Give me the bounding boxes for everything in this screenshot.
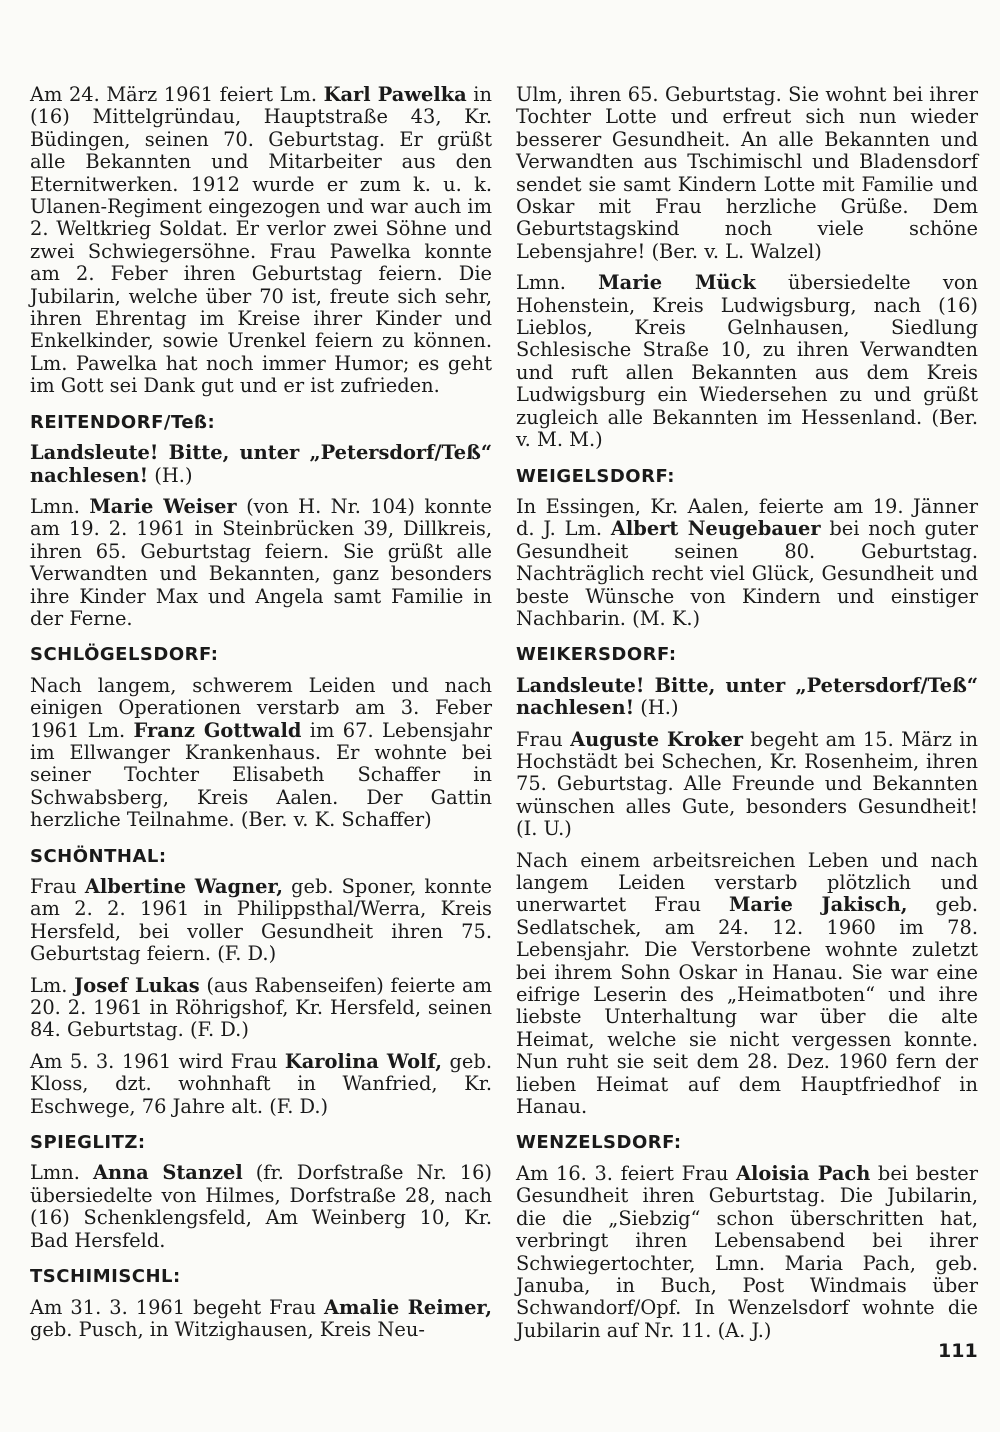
section-heading-spieglitz: SPIEGLITZ: (30, 1132, 146, 1154)
paragraph-text: (H.) (634, 696, 679, 720)
article-paragraph (516, 729, 978, 841)
paragraph-text: Nach langem, schwerem Leiden und nach einigen Operationen verstarb am 3. Feber 1961 Lm. (30, 673, 492, 742)
paragraph-text: im 67. Lebensjahr im Ellwanger Krankenhaus. Er wohnte bei seiner Tochter Elisabeth Schaffer in Schwabsberg, Kreis Aalen. Der Gattin herzliche Teilnahme. (Ber. v. K. Schaffer) (30, 718, 492, 832)
article-paragraph (516, 496, 978, 630)
paragraph-text: (aus Rabenseifen) feierte am 20. 2. 1961 in Röhrigshof, Kr. Hersfeld, seinen 84. Geburtstag. (F. D.) (30, 973, 492, 1042)
article-paragraph (30, 1162, 492, 1252)
paragraph-text: geb. Pusch, in Witzighausen, Kreis Neu- (30, 1317, 425, 1341)
article-paragraph (30, 1297, 492, 1342)
paragraph-text: Lmn. (30, 494, 90, 518)
person-name: Marie Mück (598, 271, 756, 295)
article-paragraph (516, 1163, 978, 1342)
person-name: Landsleute! Bitte, unter „Petersdorf/Teß“ nachlesen! (30, 441, 492, 487)
person-name: Landsleute! Bitte, unter „Petersdorf/Teß“ nachlesen! (516, 673, 978, 720)
paragraph-text: (H.) (148, 463, 193, 487)
paragraph-text: Nach einem arbeitsreichen Leben und nach langem Leiden verstarb plötzlich und unerwartet Frau (516, 848, 978, 917)
section-heading-reitendorf-te: REITENDORF/Teß: (30, 411, 216, 433)
paragraph-text: (fr. Dorfstraße Nr. 16) übersiedelte von Hilmes, Dorfstraße 28, nach (16) Schenklengsfeld, Am Weinberg 10, Kr. Bad Hersfeld. (30, 1161, 492, 1252)
person-name: Amalie Reimer, (323, 1295, 492, 1319)
section-heading-schlogelsdorf: SCHLÖGELSDORF: (30, 644, 219, 666)
page-number: 111 (938, 1340, 978, 1362)
paragraph-text: Lmn. (30, 1161, 93, 1185)
person-name: Albert Neugebauer (610, 517, 821, 541)
person-name: Anna Stanzel (92, 1161, 243, 1185)
left-column (30, 84, 492, 1350)
paragraph-text: geb. Kloss, dzt. wohnhaft in Wanfried, Kr. Eschwege, 76 Jahre alt. (F. D.) (30, 1049, 492, 1118)
article-paragraph (30, 84, 492, 398)
section-heading-schonthal: SCHÖNTHAL: (30, 845, 167, 867)
paragraph-text: Lm. (30, 973, 75, 997)
section-heading-weikersdorf: WEIKERSDORF: (516, 644, 677, 666)
paragraph-text: Am 24. März 1961 feiert Lm. (30, 83, 324, 106)
person-name: Karolina Wolf, (284, 1049, 443, 1073)
paragraph-text: Ulm, ihren 65. Geburtstag. Sie wohnt bei ihrer Tochter Lotte und erfreut sich nun wieder besserer Gesundheit. An alle Bekannten und Verwandten aus Tschimischl und Bladensdorf sendet sie samt Kindern Lotte mit Familie und Oskar mit Frau herzliche Grüße. Dem Geburtstagskind noch viele schöne Lebensjahre! (Ber. v. L. Walzel) (516, 83, 978, 263)
right-column (516, 84, 978, 1351)
person-name: Josef Lukas (74, 973, 200, 997)
article-paragraph (516, 850, 978, 1119)
person-name: Karl Pawelka (323, 83, 467, 106)
paragraph-text: Am 5. 3. 1961 wird Frau (30, 1049, 285, 1073)
section-heading-tschimischl: TSCHIMISCHL: (30, 1266, 181, 1288)
paragraph-text: In Essingen, Kr. Aalen, feierte am 19. Jänner d. J. Lm. (516, 494, 978, 541)
article-paragraph (516, 272, 978, 451)
paragraph-text: geb. Sedlatschek, am 24. 12. 1960 im 78. Lebensjahr. Die Verstorbene wohnte zuletzt bei ihrem Sohn Oskar in Hanau. Sie war eine eifrige Leserin des „Heimatboten“ und ihre liebste Unterhaltung war über die alte Heimat, welche sie nicht vergessen konnte. Nun ruht sie seit dem 28. Dez. 1960 fern der lieben Heimat auf dem Hauptfriedhof in Hanau. (516, 893, 978, 1119)
article-paragraph (30, 975, 492, 1042)
article-paragraph (30, 442, 492, 487)
paragraph-text: Am 31. 3. 1961 begeht Frau (30, 1295, 324, 1319)
article-paragraph (516, 675, 978, 720)
article-paragraph (516, 84, 978, 263)
paragraph-text: Lmn. (516, 271, 599, 295)
person-name: Marie Jakisch, (728, 893, 908, 917)
person-name: Marie Weiser (89, 494, 237, 518)
paragraph-text: begeht am 15. März in Hochstädt bei Schechen, Kr. Rosenheim, ihren 75. Geburtstag. Alle Freunde und Bekannten wünschen alles Gute, besonders Gesundheit! (I. U.) (516, 727, 978, 841)
paragraph-text: Frau (30, 875, 85, 898)
paragraph-text: (von H. Nr. 104) konnte am 19. 2. 1961 in Steinbrücken 39, Dillkreis, ihren 65. Geburtstag feiern. Sie grüßt alle Verwandten und Bekannten, ganz besonders ihre Kinder Max und Angela samt Familie in der Ferne. (30, 494, 492, 630)
person-name: Aloisia Pach (736, 1161, 871, 1185)
section-heading-wenzelsdorf: WENZELSDORF: (516, 1132, 682, 1154)
paragraph-text: bei bester Gesundheit ihren Geburtstag. Die Jubilarin, die die „Siebzig“ schon überschritten hat, verbringt ihren Lebensabend bei ihrer Schwiegertochter, Lmn. Maria Pach, geb. Januba, in Buch, Post Windmais über Schwandorf/Opf. In Wenzelsdorf wohnte die Jubilarin auf Nr. 11. (A. J.) (516, 1161, 978, 1342)
article-paragraph (30, 496, 492, 630)
section-heading-weigelsdorf: WEIGELSDORF: (516, 465, 675, 487)
person-name: Franz Gottwald (133, 718, 302, 742)
paragraph-text: geb. Sponer, konnte am 2. 2. 1961 in Philippsthal/Werra, Kreis Hersfeld, bei voller Gesundheit ihren 75. Geburtstag feiern. (F. D.) (30, 875, 493, 966)
person-name: Auguste Kroker (570, 727, 743, 751)
article-paragraph (30, 675, 492, 832)
person-name: Albertine Wagner, (84, 875, 284, 898)
paragraph-text: bei noch guter Gesundheit seinen 80. Geburtstag. Nachträglich recht viel Glück, Gesundheit und beste Wünsche von Kindern und einstiger Nachbarin. (M. K.) (516, 517, 978, 630)
paragraph-text: Frau (516, 727, 571, 751)
paragraph-text: Am 16. 3. feiert Frau (516, 1161, 736, 1185)
article-paragraph (30, 876, 492, 966)
paragraph-text: übersiedelte von Hohenstein, Kreis Ludwigsburg, nach (16) Lieblos, Kreis Gelnhausen, Siedlung Schlesische Straße 10, zu ihren Verwandten und ruft allen Bekannten aus dem Kreis Ludwigsburg ein Wiedersehen zu und grüßt zugleich alle Bekannten im Hessenland. (Ber. v. M. M.) (516, 271, 978, 452)
article-paragraph (30, 1051, 492, 1118)
paragraph-text: in (16) Mittelgründau, Hauptstraße 43, Kr. Büdingen, seinen 70. Geburtstag. Er grüßt alle Bekannten und Mitarbeiter aus den Eternitwerken. 1912 wurde er zum k. u. k. Ulanen-Regiment eingezogen und war auch im 2. Weltkrieg Soldat. Er verlor zwei Söhne und zwei Schwiegersöhne. Frau Pawelka konnte am 2. Feber ihren Geburtstag feiern. Die Jubilarin, welche über 70 ist, freute sich sehr, ihren Ehrentag im Kreise ihrer Kinder und Enkelkinder, sowie Urenkel feiern zu können. Lm. Pawelka hat noch immer Humor; es geht im Gott sei Dank gut und er ist zufrieden. (30, 83, 492, 398)
